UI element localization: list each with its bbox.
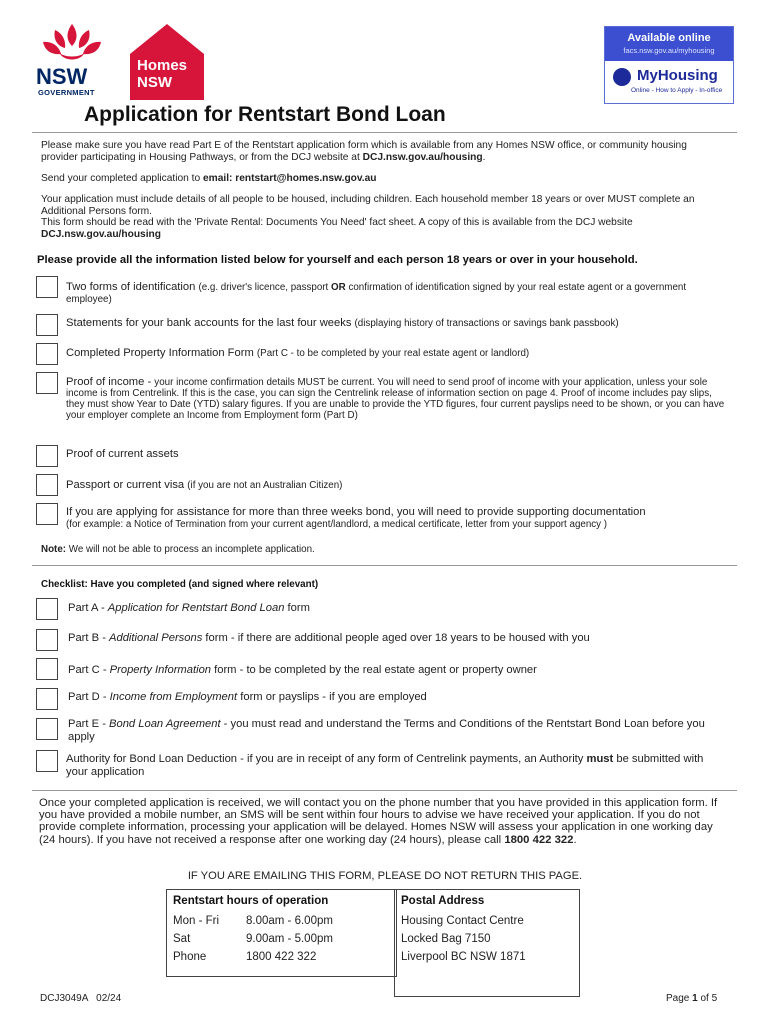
req-proof-income (66, 377, 726, 421)
checklist-part-c (68, 664, 728, 677)
req-main: Statements for your bank accounts for the last four weeks (66, 317, 355, 329)
req-identification (66, 282, 726, 305)
checklist-part-e (68, 718, 728, 744)
checkbox-passport-visa[interactable] (36, 474, 58, 496)
closing-text: Once your completed application is received, we will contact you on the phone number that you have provided in this application form. If you have provided a mobile number, an SMS will be sent within four hours to advise we have received your application. If you do not provide complete information, processing your application will be delayed. Homes NSW will assess your application in one working day (24 hours). If you have not received a response after one working day (24 hours), please call (39, 797, 718, 846)
req-property-info (66, 348, 726, 360)
req-detail: (displaying history of transactions or savings bank passbook) (354, 318, 619, 329)
postal-line: Liverpool BC NSW 1871 (401, 951, 526, 963)
req-main: Two forms of identification (66, 281, 199, 293)
ci-ital: Property Information (109, 664, 212, 676)
ci-bold: must (586, 753, 614, 765)
req-detail-bold: OR (331, 282, 346, 293)
checklist-part-b (68, 632, 728, 645)
form-code: DCJ3049A 02/24 (40, 993, 122, 1004)
incomplete-note (41, 544, 315, 555)
checklist-heading (41, 578, 318, 590)
myhousing-brand: MyHousing (637, 67, 718, 84)
checkbox-part-c[interactable] (36, 658, 58, 680)
section-divider (32, 565, 737, 566)
req-detail-b: confirmation of identification signed by your real estate agent or a government employee) (66, 282, 687, 305)
requirements-heading: Please provide all the information listed below for yourself and each person 18 years or over in your household. (37, 254, 638, 266)
fact-sheet-text: This form should be read with the 'Private Rental: Documents You Need' fact sheet. A copy of this is available from the DCJ website (41, 217, 633, 228)
checkbox-proof-income[interactable] (36, 372, 58, 394)
intro-paragraph-1 (41, 140, 721, 163)
intro-text: Please make sure you have read Part E of the Rentstart application form which is available from any Homes NSW office, or community housing provider participating in Housing Pathways, or from the DCJ website at (41, 140, 687, 163)
intro-paragraph-3 (41, 194, 721, 240)
dcj-website-link-2[interactable]: DCJ.nsw.gov.au/housing (41, 228, 161, 240)
checkbox-property-info[interactable] (36, 343, 58, 365)
req-detail: your income confirmation details MUST be current. You will need to send proof of income with your application, unless your sole income is from Centrelink. If this is the case, you can sign the Centrelink release of information section on page 4. Proof of income includes pay slips, they must show Year to Date (YTD) salary figures. If you are unable to provide the YTD figures, four current payslips need to be shown, or you can have your employer complete an Income from Employment form (Part D) (66, 377, 725, 421)
myhousing-badge (604, 26, 734, 104)
email-link[interactable]: email: rentstart@homes.nsw.gov.au (202, 173, 377, 184)
note-label: Note: (41, 544, 67, 555)
ci-rest: form - if there are additional people aged over 18 years to be housed with you (202, 632, 590, 644)
closing-end: . (573, 833, 577, 846)
ci-rest: form - to be completed by the real estate agent or property owner (211, 664, 537, 676)
page-title: Application for Rentstart Bond Loan (84, 103, 446, 126)
ci-rest: - you must read and understand the Terms and Conditions of the Rentstart Bond Loan before you apply (68, 718, 705, 743)
checkbox-bank-statements[interactable] (36, 314, 58, 336)
checklist-title: Checklist: Have you completed (41, 579, 189, 590)
ci-ital: Bond Loan Agreement (109, 718, 221, 730)
section-divider-2 (32, 790, 737, 791)
ci-lead: Part C - (68, 664, 110, 676)
req-detail: (if you are not an Australian Citizen) (187, 480, 343, 491)
homes-nsw-label (137, 57, 187, 91)
hours-box (166, 889, 397, 977)
hours-heading: Rentstart hours of operation (173, 895, 329, 907)
checklist-title-small: (and signed where relevant) (188, 579, 319, 590)
checkbox-part-a[interactable] (36, 598, 58, 620)
req-detail: (Part C - to be completed by your real estate agent or landlord) (256, 348, 530, 359)
checklist-part-a (68, 602, 728, 615)
postal-heading: Postal Address (401, 895, 485, 907)
hours-value: 8.00am - 6.00pm (246, 915, 333, 927)
ci-ital: Income from Employment (109, 691, 238, 703)
checklist-part-d (68, 691, 728, 704)
checkbox-current-assets[interactable] (36, 445, 58, 467)
page-label: Page (666, 993, 693, 1004)
dcj-website-link[interactable]: DCJ.nsw.gov.au/housing (362, 151, 483, 163)
hours-label: Sat (173, 933, 191, 945)
ci-ital: Additional Persons (109, 632, 203, 644)
req-bank-statements (66, 318, 726, 330)
req-main: Proof of income - (66, 376, 155, 388)
location-pin-icon (613, 68, 631, 86)
intro-paragraph-2 (41, 173, 721, 185)
send-text: Send your completed application to (41, 173, 203, 184)
nsw-government-label: GOVERNMENT (38, 88, 95, 97)
hours-label: Mon - Fri (173, 915, 219, 927)
checkbox-identification[interactable] (36, 276, 58, 298)
household-text: Your application must include details of all people to be housed, including children. Each household member 18 years or over MUST complete an Additional Persons form. (41, 194, 695, 217)
intro-end: . (482, 151, 486, 163)
closing-phone: 1800 422 322 (504, 833, 574, 846)
req-main: Proof of current assets (66, 448, 179, 460)
note-text: We will not be able to process an incomplete application. (66, 544, 315, 555)
checklist-authority (66, 753, 726, 779)
page-total: of 5 (697, 993, 718, 1004)
checkbox-part-e[interactable] (36, 718, 58, 740)
req-detail: (e.g. driver's licence, passport (198, 282, 332, 293)
closing-paragraph (39, 797, 729, 846)
page-current: 1 (692, 993, 698, 1004)
ci-lead: Part D - (68, 691, 110, 703)
nsw-wordmark: NSW (36, 64, 88, 89)
hours-value: 9.00am - 5.00pm (246, 933, 333, 945)
hours-value: 1800 422 322 (246, 951, 317, 963)
homes-line2: NSW (137, 74, 172, 91)
checkbox-supporting-docs[interactable] (36, 503, 58, 525)
ci-lead: Part B - (68, 632, 110, 644)
checkbox-part-b[interactable] (36, 629, 58, 651)
homes-line1: Homes (137, 57, 188, 74)
req-detail: (for example: a Notice of Termination from your current agent/landlord, a medical certificate, letter from your support agency ) (66, 518, 608, 530)
req-supporting-docs (66, 507, 726, 530)
postal-line: Housing Contact Centre (401, 915, 524, 927)
page-number (666, 993, 717, 1004)
req-current-assets (66, 449, 726, 461)
myhousing-subtitle: Online - How to Apply - In-office (631, 87, 723, 94)
postal-address-box (394, 889, 580, 997)
req-main: If you are applying for assistance for more than three weeks bond, you will need to provide supporting documentation (66, 506, 646, 518)
checkbox-authority[interactable] (36, 750, 58, 772)
req-main: Completed Property Information Form (66, 347, 257, 359)
ci-rest: form or payslips - if you are employed (237, 691, 427, 703)
postal-line: Locked Bag 7150 (401, 933, 491, 945)
hours-label: Phone (173, 951, 207, 963)
myhousing-url: facs.nsw.gov.au/myhousing (623, 46, 715, 55)
ci-tail: be submitted with your application (66, 753, 704, 778)
checkbox-part-d[interactable] (36, 688, 58, 710)
ci-lead: Authority for Bond Loan Deduction - if you are in receipt of any form of Centrelink payments, an Authority (66, 753, 587, 765)
ci-lead: Part A - (68, 602, 108, 614)
req-passport-visa (66, 480, 726, 492)
myhousing-available: Available online (627, 32, 711, 44)
req-main: Passport or current visa (66, 479, 188, 491)
emailing-notice: IF YOU ARE EMAILING THIS FORM, PLEASE DO NOT RETURN THIS PAGE. (187, 870, 583, 882)
ci-lead: Part E - (68, 718, 110, 730)
ci-ital: Application for Rentstart Bond Loan (107, 602, 285, 614)
ci-rest: form (284, 602, 310, 614)
title-divider (32, 132, 737, 133)
